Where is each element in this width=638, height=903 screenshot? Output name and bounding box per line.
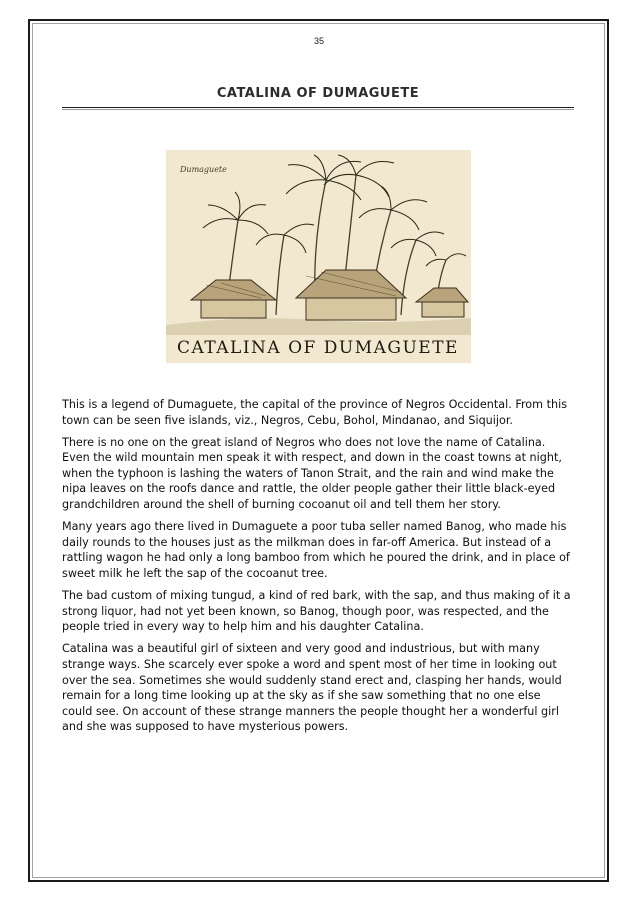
- chapter-title: CATALINA OF DUMAGUETE: [216, 86, 420, 101]
- page-number: 35: [313, 36, 324, 46]
- illustration-caption: CATALINA OF DUMAGUETE: [177, 338, 459, 358]
- illustration-drawing: [166, 150, 471, 363]
- paragraph: There is no one on the great island of Negros who does not love the name of Catalina. Even the wild mountain men speak it with respect, and down in the coast towns at night, when the typhoon is lashing the waters of Tanon Strait, and the rain and wind make the nipa leaves on the roofs dance and rattle, the older people gather their little black-eyed grandchildren around the shell of burning cocoanut oil and tell them her story.: [62, 435, 562, 512]
- illustration-signature: Dumaguete: [180, 165, 227, 174]
- paragraph: Catalina was a beautiful girl of sixteen and very good and industrious, but with many strange ways. She scarcely ever spoke a word and spent most of her time in looking out over the sea. Sometimes she would suddenly stand erect and, clasping her hands, would remain for a long time looking up at the sky as if she saw something that no one else could see. On account of these strange manners the people thought her a wonderful girl and she was supposed to have mysterious powers.: [62, 642, 562, 734]
- paragraph: Many years ago there lived in Dumaguete a poor tuba seller named Banog, who made his daily rounds to the houses just as the milkman does in far-off America. But instead of a rattling wagon he had only a long bamboo from which he poured the drink, and in place of sweet milk he left the sap of the cocoanut tree.: [62, 520, 570, 580]
- body-text: [62, 397, 574, 741]
- title-rule-thin: [62, 109, 574, 110]
- palm-village-illustration: [166, 150, 471, 363]
- title-rule: [62, 107, 574, 108]
- paragraph: This is a legend of Dumaguete, the capital of the province of Negros Occidental. From this town can be seen five islands, viz., Negros, Cebu, Bohol, Mindanao, and Siquijor.: [62, 398, 568, 427]
- paragraph: The bad custom of mixing tungud, a kind of red bark, with the sap, and thus making of it a strong liquor, had not yet been known, so Banog, though poor, was respected, and the people tried in every way to help him and his daughter Catalina.: [62, 589, 571, 634]
- title-block: [62, 86, 574, 110]
